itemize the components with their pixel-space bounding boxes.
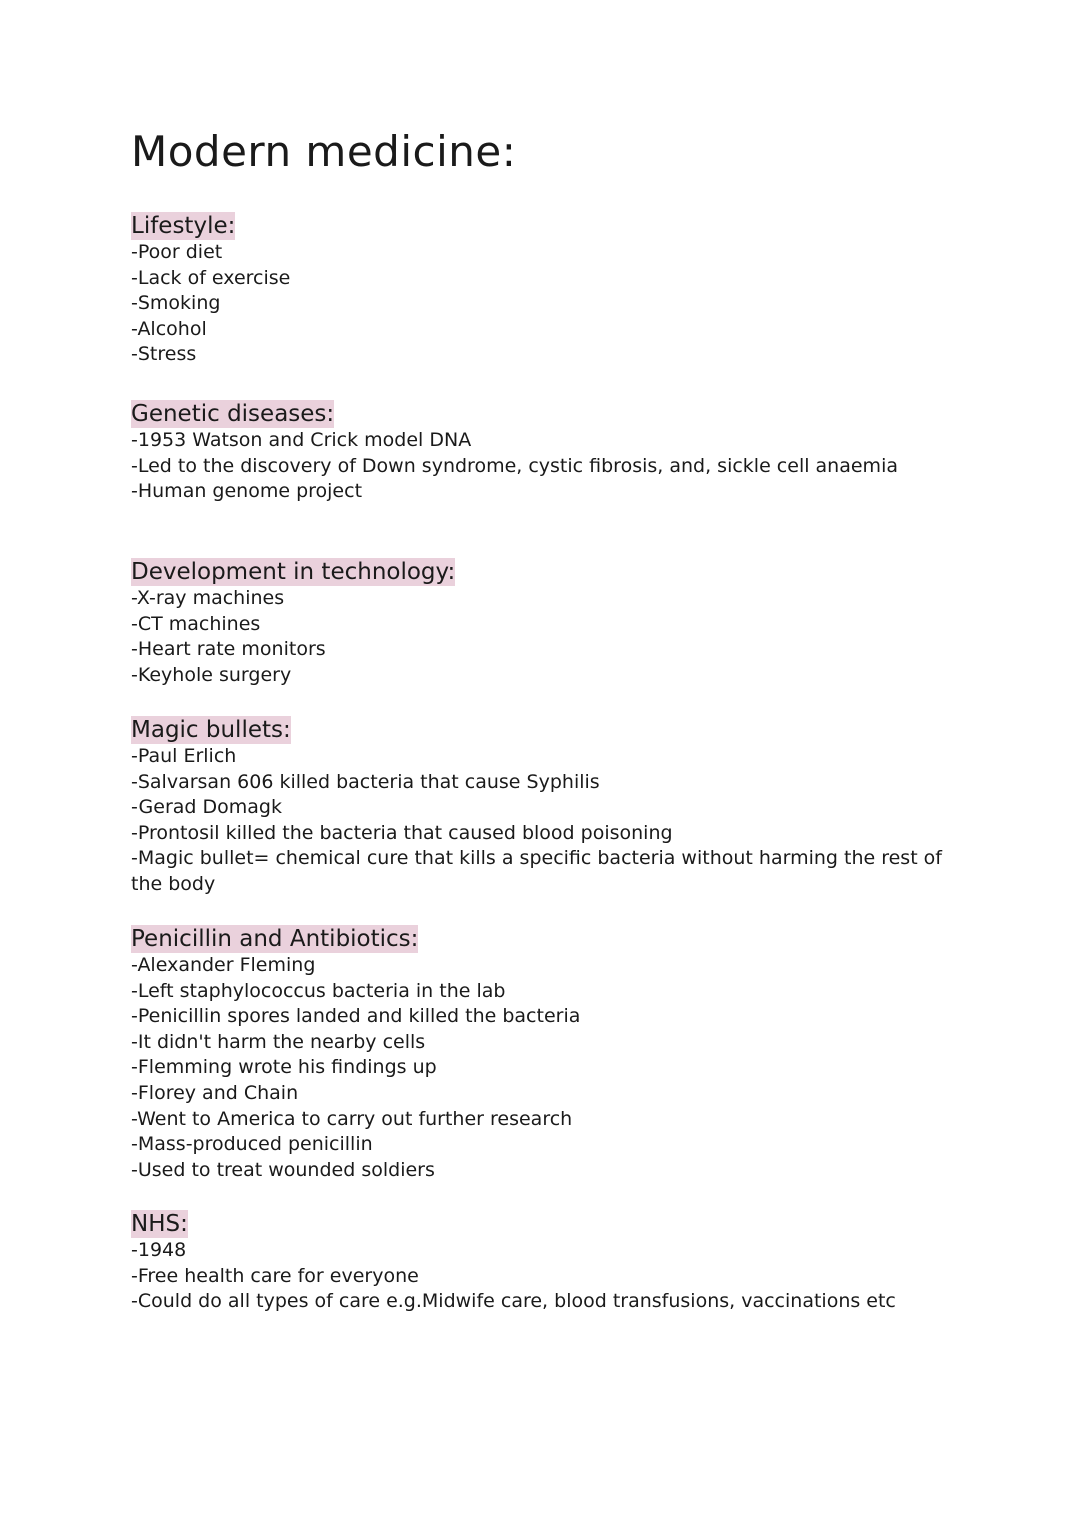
- list-item: -Could do all types of care e.g.Midwife care, blood transfusions, vaccinations etc: [131, 1290, 896, 1313]
- list-item: -It didn't harm the nearby cells: [131, 1030, 426, 1053]
- list-item: -Led to the discovery of Down syndrome, cystic fibrosis, and, sickle cell anaemia: [131, 454, 898, 477]
- page-title: Modern medicine:: [131, 127, 517, 176]
- list-item: -Florey and Chain: [131, 1081, 299, 1104]
- section-genetic-diseases: [131, 400, 961, 505]
- list-item: -Heart rate monitors: [131, 638, 326, 661]
- list-item: -Lack of exercise: [131, 266, 291, 289]
- list-item: -Salvarsan 606 killed bacteria that cause Syphilis: [131, 770, 600, 793]
- list-item: -X-ray machines: [131, 587, 285, 609]
- list-item: -Went to America to carry out further research: [131, 1107, 573, 1130]
- section-magic-bullets: [131, 716, 961, 898]
- list-item: -Magic bullet= chemical cure that kills a specific bacteria without harming the rest of the body: [131, 847, 942, 895]
- list-item: -Left staphylococcus bacteria in the lab: [131, 979, 506, 1002]
- section-nhs: [131, 1210, 961, 1315]
- list-item: -Mass-produced penicillin: [131, 1133, 373, 1156]
- section-heading: Lifestyle:: [131, 213, 236, 239]
- list-item: -Stress: [131, 343, 197, 366]
- section-heading: Development in technology:: [131, 559, 456, 585]
- list-item: -1953 Watson and Crick model DNA: [131, 429, 472, 451]
- section-development-in-technology: [131, 558, 961, 688]
- list-item: -Flemming wrote his findings up: [131, 1056, 437, 1079]
- list-item: -Penicillin spores landed and killed the bacteria: [131, 1005, 581, 1028]
- list-item: -Alcohol: [131, 317, 207, 340]
- item-list: [131, 953, 961, 1183]
- section-heading: NHS:: [131, 1211, 188, 1237]
- list-item: -1948: [131, 1239, 187, 1261]
- list-item: -Used to treat wounded soldiers: [131, 1158, 435, 1181]
- list-item: -Alexander Fleming: [131, 954, 316, 976]
- list-item: -Gerad Domagk: [131, 796, 282, 819]
- list-item: -Keyhole surgery: [131, 663, 292, 686]
- item-list: [131, 744, 961, 898]
- item-list: [131, 1238, 961, 1315]
- item-list: [131, 240, 961, 368]
- section-heading: Penicillin and Antibiotics:: [131, 926, 419, 952]
- section-penicillin-and-antibiotics: [131, 925, 961, 1183]
- item-list: [131, 428, 961, 505]
- list-item: -Poor diet: [131, 241, 223, 263]
- list-item: -CT machines: [131, 612, 261, 635]
- document-page: [131, 124, 961, 1313]
- list-item: -Free health care for everyone: [131, 1264, 419, 1287]
- section-heading: Genetic diseases:: [131, 401, 335, 427]
- section-heading: Magic bullets:: [131, 717, 291, 743]
- section-lifestyle: [131, 212, 961, 368]
- list-item: -Human genome project: [131, 480, 363, 503]
- list-item: -Prontosil killed the bacteria that caused blood poisoning: [131, 821, 673, 844]
- item-list: [131, 586, 961, 688]
- list-item: -Paul Erlich: [131, 745, 237, 767]
- list-item: -Smoking: [131, 292, 221, 315]
